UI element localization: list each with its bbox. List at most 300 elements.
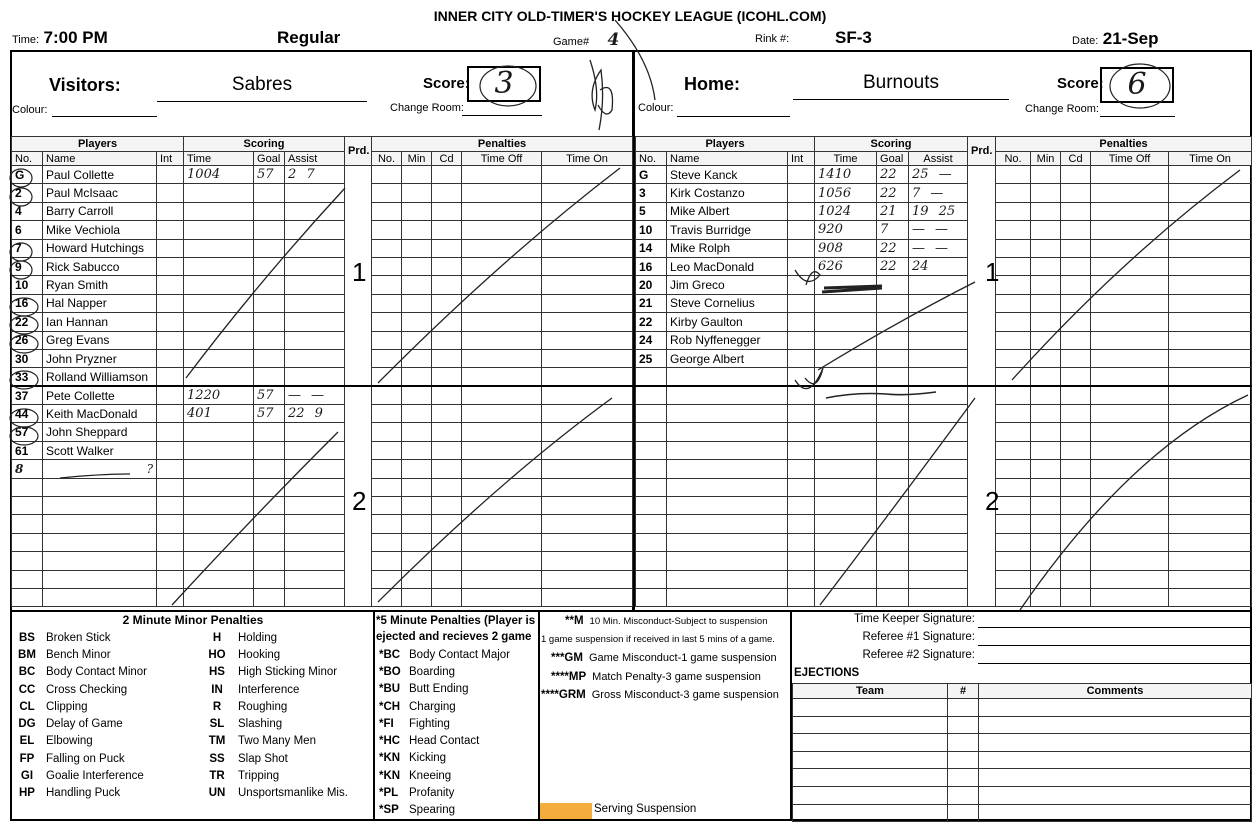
col-time-on: Time On (1169, 152, 1252, 166)
score-a1: 25 (912, 167, 929, 183)
penalty-code: *PL (379, 787, 399, 800)
score-a1: 22 (288, 406, 305, 422)
prd-header: Prd. (345, 137, 372, 166)
penalty-code: CC (18, 683, 36, 696)
col-goal: Goal (877, 152, 909, 166)
legend-divider-2 (538, 610, 540, 821)
list-item (12, 715, 372, 732)
initial-scrawl (795, 270, 820, 285)
player-number[interactable]: 10 (12, 276, 43, 294)
penalty-code: *HC (379, 735, 401, 748)
misconduct-code: ***GM (551, 652, 583, 664)
circle-mark (10, 316, 38, 334)
player-number[interactable]: 10 (636, 221, 667, 239)
player-name[interactable]: Ian Hannan (43, 313, 157, 331)
penalty-code: HS (209, 666, 225, 679)
table-row (793, 769, 1252, 787)
ejection-cell[interactable] (979, 804, 1252, 822)
players-header: Players (636, 137, 815, 152)
penalty-desc: Body Contact Minor (46, 666, 147, 679)
penalty-code: R (212, 700, 222, 713)
penalty-desc: Spearing (409, 804, 456, 817)
list-item (375, 732, 537, 749)
ejection-cell[interactable] (979, 751, 1252, 769)
list-item (12, 785, 372, 802)
player-number[interactable]: 16 (12, 294, 43, 312)
ejection-cell[interactable] (793, 769, 948, 787)
ej-hash-header: # (948, 684, 979, 699)
major-penalties-table (375, 646, 537, 819)
visitors-team: Sabres (157, 74, 367, 102)
ejection-cell[interactable] (979, 699, 1252, 717)
home-label: Home: (684, 74, 741, 94)
penalty-desc: Hooking (238, 648, 281, 661)
circle-mark (10, 298, 38, 316)
col-cd: Cd (432, 152, 462, 166)
player-number[interactable]: 6 (12, 221, 43, 239)
ref1-line[interactable] (978, 645, 1250, 646)
penalty-code: DG (18, 718, 36, 731)
player-name[interactable]: Rob Nyffenegger (667, 331, 788, 349)
visitors-colour-label: Colour: (12, 104, 48, 116)
penalty-code: *FI (379, 717, 394, 730)
penalty-desc: Body Contact Major (409, 648, 510, 661)
players-header: Players (12, 137, 184, 152)
col-assist: Assist (909, 152, 968, 166)
prd-header: Prd. (968, 137, 996, 166)
player-name[interactable]: Kirk Costanzo (667, 184, 788, 202)
strike-line (818, 282, 975, 370)
ejection-cell[interactable] (793, 751, 948, 769)
player-number[interactable]: 22 (12, 313, 43, 331)
penalty-code: FP (19, 752, 35, 765)
list-item (375, 715, 537, 732)
minor-penalties-table (12, 629, 372, 802)
player-number[interactable]: 14 (636, 239, 667, 257)
player-number[interactable]: 25 (636, 349, 667, 367)
penalty-code: GI (20, 770, 34, 783)
ejection-cell[interactable] (948, 734, 979, 752)
list-item (375, 663, 537, 680)
player-number[interactable]: 8 (12, 460, 43, 478)
player-number[interactable]: 26 (12, 331, 43, 349)
list-item (12, 629, 372, 646)
col-time: Time (815, 152, 877, 166)
penalty-code: BM (18, 648, 36, 661)
player-number[interactable]: 7 (12, 239, 43, 257)
score-a2: — (930, 185, 944, 201)
player-name[interactable]: Paul Collette (43, 166, 157, 184)
visitors-period-2: 2 (352, 486, 367, 516)
list-item (12, 681, 372, 698)
table-row (793, 804, 1252, 822)
list-item (375, 646, 537, 663)
score-goal[interactable]: 7 (877, 221, 909, 239)
home-colour-label: Colour: (638, 102, 674, 114)
player-name[interactable]: John Sheppard (43, 423, 157, 441)
penalty-code: *BC (379, 648, 401, 661)
score-time[interactable]: 626 (815, 257, 877, 275)
table-row (793, 699, 1252, 717)
player-name[interactable]: Leo MacDonald (667, 257, 788, 275)
game-label: Game# (553, 36, 590, 48)
col-name: Name (43, 152, 157, 166)
player-number[interactable]: 22 (636, 313, 667, 331)
ejection-cell[interactable] (793, 699, 948, 717)
penalty-code: HO (208, 648, 226, 661)
penalties-header: Penalties (996, 137, 1252, 152)
score-goal[interactable]: 57 (254, 386, 285, 404)
ej-team-header: Team (793, 684, 948, 699)
col-int: Int (157, 152, 184, 166)
col-no: No. (636, 152, 667, 166)
strike-line (820, 398, 975, 605)
circle-mark (480, 66, 536, 106)
visitors-change-room-label: Change Room: (390, 102, 464, 114)
misconduct-code: **M (565, 615, 584, 627)
score-time[interactable]: 920 (815, 221, 877, 239)
penalty-desc: Tripping (238, 770, 280, 783)
league-title: INNER CITY OLD-TIMER'S HOCKEY LEAGUE (ICOHL.COM) (433, 8, 827, 24)
ejection-cell[interactable] (948, 769, 979, 787)
circle-mark (10, 261, 32, 279)
circle-mark (10, 169, 32, 187)
player-name[interactable]: Pete Collette (43, 386, 157, 404)
penalty-desc: Fighting (409, 717, 450, 730)
list-item (375, 750, 537, 767)
misconduct-text: 10 Min. Misconduct-Subject to suspension (589, 616, 768, 627)
table-row (793, 716, 1252, 734)
score-a1: — (912, 222, 926, 238)
ej-comments-header: Comments (979, 684, 1252, 699)
score-time[interactable]: 1410 (815, 166, 877, 184)
player-number[interactable]: G (636, 166, 667, 184)
home-team: Burnouts (793, 72, 1009, 100)
penalty-desc: Two Many Men (238, 735, 316, 748)
minor-title: 2 Minute Minor Penalties (122, 613, 264, 627)
serving-label: Serving Suspension (594, 803, 697, 815)
player-name[interactable]: Greg Evans (43, 331, 157, 349)
player-name[interactable]: Steve Kanck (667, 166, 788, 184)
col-time-off: Time Off (462, 152, 542, 166)
col-no: No. (12, 152, 43, 166)
score-goal[interactable]: 22 (877, 166, 909, 184)
penalty-desc: Elbowing (46, 735, 93, 748)
penalty-desc: Clipping (46, 700, 88, 713)
penalty-desc: Broken Stick (46, 631, 111, 644)
player-number[interactable]: 44 (12, 405, 43, 423)
score-time[interactable]: 908 (815, 239, 877, 257)
rink-value: SF-3 (835, 28, 872, 47)
ejection-cell[interactable] (793, 804, 948, 822)
initial-scrawl (795, 368, 823, 389)
visitors-score: 3 (494, 66, 514, 101)
player-number[interactable]: 4 (12, 202, 43, 220)
strike-line (1020, 395, 1248, 610)
misconduct-text: Game Misconduct-1 game suspension (588, 652, 777, 664)
player-name[interactable]: Paul McIsaac (43, 184, 157, 202)
penalty-desc: Slashing (238, 718, 283, 731)
col-goal: Goal (254, 152, 285, 166)
table-row (793, 786, 1252, 804)
penalties-header: Penalties (372, 137, 633, 152)
player-number[interactable]: 57 (12, 423, 43, 441)
home-period-2: 2 (985, 486, 1000, 516)
player-number[interactable]: 9 (12, 257, 43, 275)
list-item (375, 802, 537, 819)
visitors-score-label: Score: (423, 75, 470, 92)
col-name: Name (667, 152, 788, 166)
strike-line (378, 398, 612, 602)
penalty-desc: High Sticking Minor (238, 666, 338, 679)
ejection-cell[interactable] (793, 786, 948, 804)
col-pen-no: No. (996, 152, 1031, 166)
player-name[interactable]: Scott Walker (43, 441, 157, 459)
scribble (598, 88, 613, 115)
ejection-cell[interactable] (948, 786, 979, 804)
score-a2: — (938, 167, 952, 183)
penalty-code: *BO (379, 665, 401, 678)
circle-mark (10, 243, 32, 261)
col-time: Time (184, 152, 254, 166)
score-a2: 25 (938, 203, 956, 219)
player-name[interactable]: Jim Greco (667, 276, 788, 294)
player-name[interactable]: Mike Vechiola (43, 221, 157, 239)
player-number[interactable]: 5 (636, 202, 667, 220)
penalty-desc: Kneeing (409, 769, 452, 782)
misconduct-text: 1 game suspension if received in last 5 mins of a game. (541, 633, 775, 645)
score-time[interactable]: 1024 (815, 202, 877, 220)
misconduct-text: Match Penalty-3 game suspension (592, 670, 761, 683)
ejection-cell[interactable] (979, 734, 1252, 752)
misconduct-item (541, 649, 789, 668)
penalty-code: HP (19, 787, 35, 800)
circle-mark (10, 409, 38, 427)
col-assist: Assist (285, 152, 345, 166)
player-name[interactable]: John Pryzner (43, 349, 157, 367)
list-item (375, 784, 537, 801)
game-number: 4 (607, 30, 620, 50)
penalty-code: *CH (379, 700, 401, 713)
penalty-desc: Slap Shot (238, 752, 288, 765)
col-int: Int (788, 152, 815, 166)
circle-mark (10, 427, 38, 445)
scoring-header: Scoring (815, 137, 968, 152)
ejection-cell[interactable] (979, 769, 1252, 787)
score-goal[interactable]: 57 (254, 405, 285, 423)
penalty-desc: Head Contact (409, 735, 480, 748)
home-change-room-label: Change Room: (1025, 103, 1099, 115)
player-number[interactable]: 61 (12, 441, 43, 459)
penalty-code: H (212, 631, 222, 644)
penalty-desc: Charging (409, 700, 456, 713)
ejection-cell[interactable] (948, 716, 979, 734)
game-type: Regular (277, 28, 341, 47)
misconduct-item (541, 686, 789, 705)
major-title (376, 613, 536, 645)
penalty-code: SS (209, 752, 225, 765)
player-number[interactable]: 20 (636, 276, 667, 294)
score-time[interactable]: 1004 (184, 166, 254, 184)
penalty-code: UN (208, 787, 226, 800)
table-row (793, 734, 1252, 752)
major-title-line-2: ejected and recieves 2 game (376, 631, 532, 643)
list-item (12, 767, 372, 784)
ejections-title: EJECTIONS (794, 667, 860, 679)
penalty-desc: Cross Checking (46, 683, 128, 696)
ejection-cell[interactable] (948, 751, 979, 769)
player-number[interactable]: G (12, 166, 43, 184)
player-name[interactable]: Barry Carroll (43, 202, 157, 220)
penalty-code: *BU (379, 683, 401, 696)
penalty-code: *KN (379, 769, 401, 782)
player-name[interactable]: Rick Sabucco (43, 257, 157, 275)
scribble (590, 60, 603, 130)
misconduct-text: Gross Misconduct-3 game suspension (591, 689, 779, 701)
major-title-line-1: *5 Minute Penalties (Player is (376, 615, 536, 627)
ref2-label: Referee #2 Signature: (862, 649, 975, 661)
timekeeper-line[interactable] (978, 627, 1250, 628)
score-a1: 2 (288, 167, 297, 183)
score-time[interactable]: 401 (184, 405, 254, 423)
list-item (12, 733, 372, 750)
misconduct-code: ****MP (551, 670, 587, 683)
circle-mark (10, 371, 38, 389)
player-name[interactable]: Travis Burridge (667, 221, 788, 239)
circle-mark (1110, 64, 1170, 108)
penalty-desc: Profanity (409, 787, 455, 800)
list-item (375, 767, 537, 784)
penalty-code: TM (208, 735, 226, 748)
scribble (60, 474, 130, 478)
list-item (375, 681, 537, 698)
date-label: Date: (1072, 35, 1099, 47)
time-value: 7:00 PM (43, 28, 108, 47)
penalty-code: *SP (379, 804, 399, 817)
list-item (12, 698, 372, 715)
player-number[interactable]: 37 (12, 386, 43, 404)
ejection-cell[interactable] (979, 786, 1252, 804)
penalty-desc: Kicking (409, 752, 447, 765)
penalty-code: BS (19, 631, 35, 644)
list-item (12, 750, 372, 767)
player-name[interactable]: Mike Albert (667, 202, 788, 220)
misconduct-item (541, 631, 789, 650)
player-number[interactable]: 2 (12, 184, 43, 202)
misconduct-item (541, 668, 789, 687)
ref2-line[interactable] (978, 663, 1250, 664)
penalty-desc: Butt Ending (409, 683, 469, 696)
score-a2: 7 (306, 167, 315, 183)
score-a1: — (912, 240, 926, 256)
ejection-cell[interactable] (948, 699, 979, 717)
date-value: 21-Sep (1102, 29, 1159, 48)
player-name[interactable]: Steve Cornelius (667, 294, 788, 312)
score-a1: — (288, 388, 302, 404)
home-score-label: Score: (1057, 75, 1104, 92)
penalty-desc: Boarding (409, 665, 456, 678)
scribble (826, 392, 936, 398)
score-a2: — (311, 388, 325, 404)
player-name[interactable]: George Albert (667, 349, 788, 367)
strike-line (186, 188, 345, 378)
col-min: Min (1031, 152, 1061, 166)
penalty-desc: Falling on Puck (46, 752, 125, 765)
player-name[interactable]: Keith MacDonald (43, 405, 157, 423)
player-name[interactable]: Howard Hutchings (43, 239, 157, 257)
col-time-on: Time On (542, 152, 633, 166)
misconduct-code: ****GRM (541, 689, 586, 701)
player-number[interactable]: 16 (636, 257, 667, 275)
penalty-code: BC (18, 666, 36, 679)
col-cd: Cd (1061, 152, 1091, 166)
player-name[interactable]: Ryan Smith (43, 276, 157, 294)
player-number[interactable]: 33 (12, 368, 43, 386)
penalty-desc: Bench Minor (46, 648, 111, 661)
score-goal[interactable]: 57 (254, 166, 285, 184)
strike-line (172, 432, 338, 605)
scribble (615, 20, 655, 100)
table-row (793, 751, 1252, 769)
player-name[interactable]: Rolland Williamson (43, 368, 157, 386)
score-goal[interactable]: 22 (877, 257, 909, 275)
score-goal[interactable]: 22 (877, 239, 909, 257)
circle-mark (10, 188, 32, 206)
player-name[interactable]: Hal Napper (43, 294, 157, 312)
strike-line (378, 168, 620, 383)
score-goal[interactable]: 21 (877, 202, 909, 220)
ejection-cell[interactable] (793, 734, 948, 752)
visitors-label: Visitors: (49, 75, 121, 95)
penalty-code: SL (209, 718, 225, 731)
penalty-desc: Unsportsmanlike Mis. (238, 787, 348, 800)
rink-label: Rink #: (755, 33, 790, 45)
player-name[interactable]: ? (43, 460, 157, 478)
ejection-cell[interactable] (793, 716, 948, 734)
col-time-off: Time Off (1091, 152, 1169, 166)
score-a2: 9 (314, 406, 323, 422)
penalty-code: EL (19, 735, 35, 748)
score-goal[interactable]: 22 (877, 184, 909, 202)
score-a2: — (935, 222, 949, 238)
serving-swatch (540, 803, 592, 819)
penalty-code: CL (19, 700, 35, 713)
player-number[interactable]: 24 (636, 331, 667, 349)
ejection-cell[interactable] (948, 804, 979, 822)
player-number[interactable]: 21 (636, 294, 667, 312)
list-item (12, 664, 372, 681)
player-number[interactable]: 3 (636, 184, 667, 202)
player-number[interactable]: 30 (12, 349, 43, 367)
col-min: Min (402, 152, 432, 166)
penalty-code: *KN (379, 752, 401, 765)
score-a2: — (935, 240, 949, 256)
player-name[interactable]: Mike Rolph (667, 239, 788, 257)
list-item (12, 646, 372, 663)
player-name[interactable]: Kirby Gaulton (667, 313, 788, 331)
penalty-desc: Interference (238, 683, 300, 696)
score-time[interactable]: 1220 (184, 386, 254, 404)
home-score: 6 (1127, 67, 1147, 102)
score-time[interactable]: 1056 (815, 184, 877, 202)
ref1-label: Referee #1 Signature: (862, 631, 975, 643)
ejection-cell[interactable] (979, 716, 1252, 734)
misconduct-item (541, 612, 789, 631)
scribble (822, 286, 882, 292)
list-item (375, 698, 537, 715)
circle-mark (10, 335, 38, 353)
score-a1: 24 (912, 259, 929, 275)
